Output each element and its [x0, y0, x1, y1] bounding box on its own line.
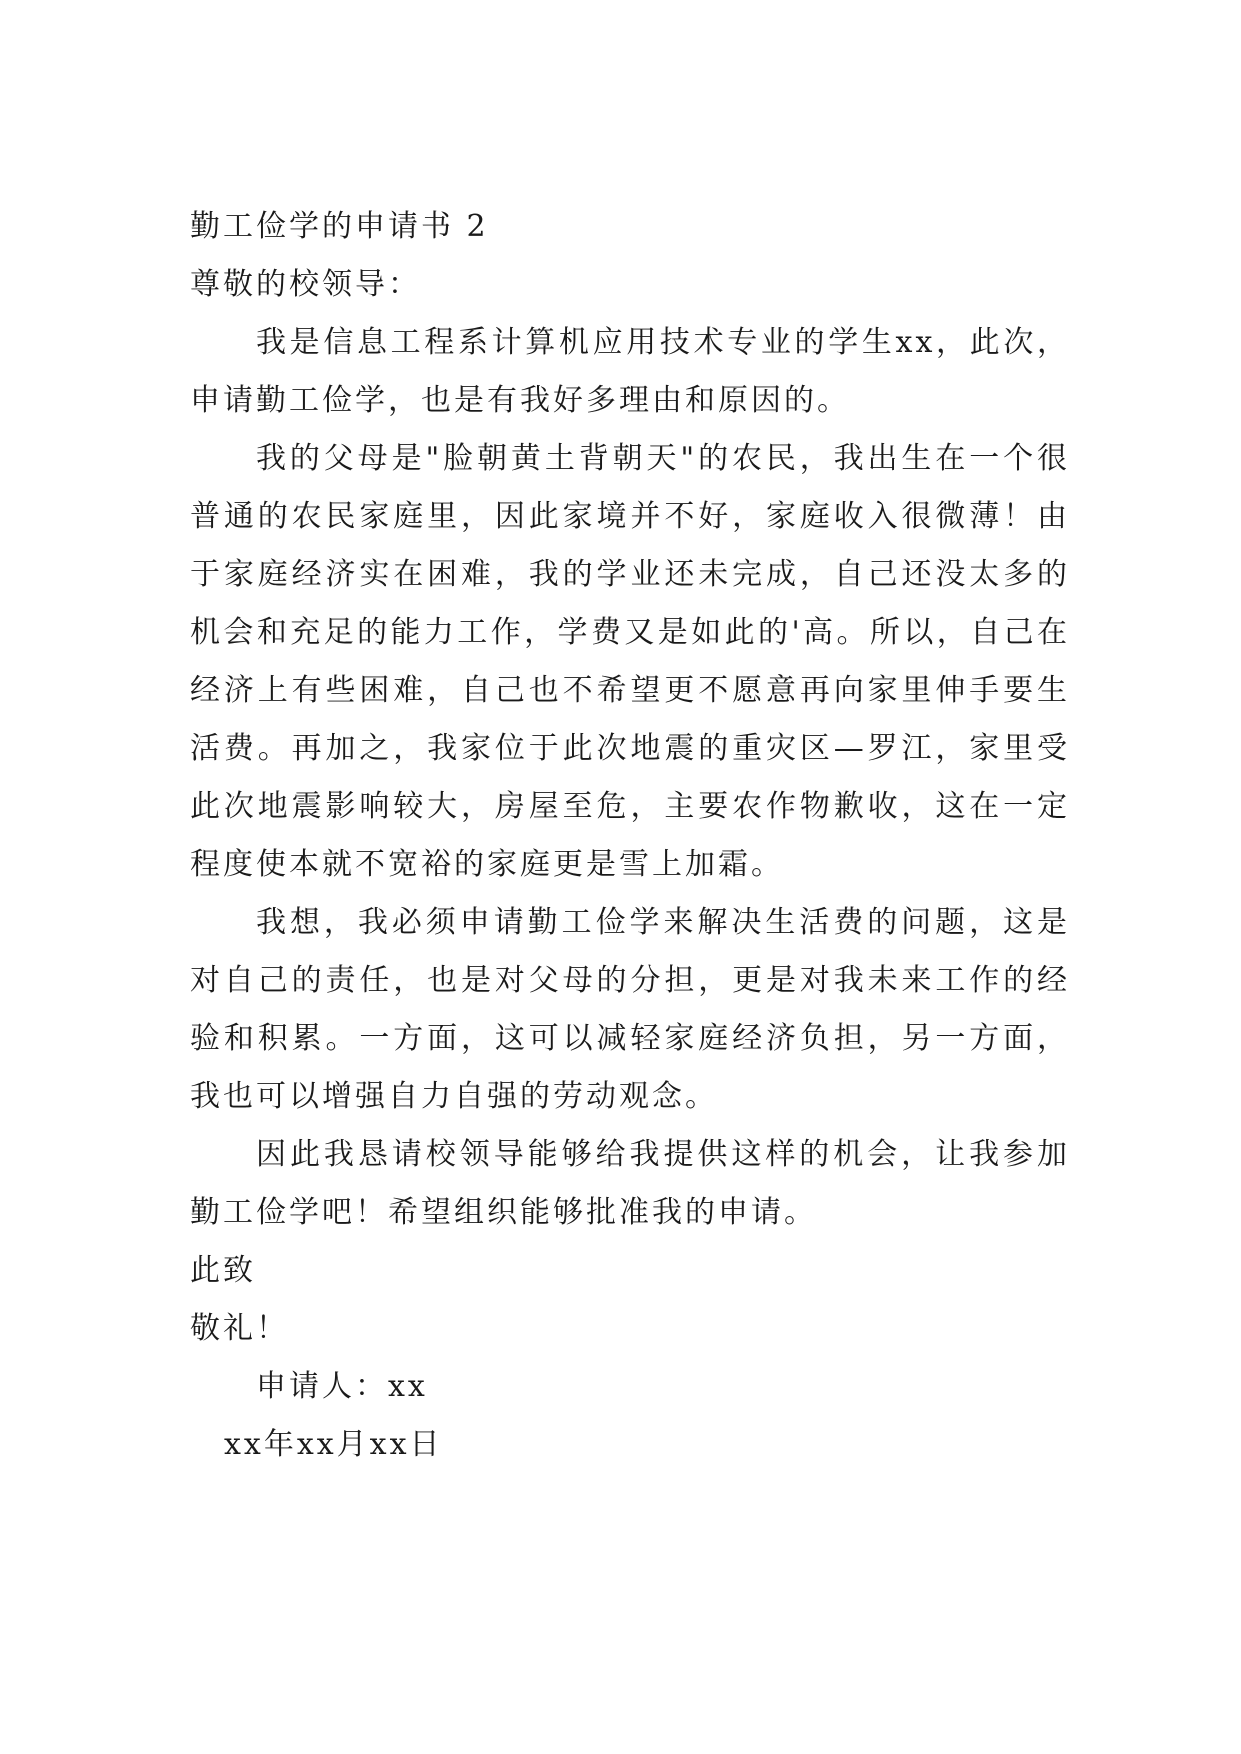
letter-body [190, 198, 1070, 1474]
paragraph-intro: 我是信息工程系计算机应用技术专业的学生xx，此次，申请勤工俭学，也是有我好多理由和原因的。 [190, 325, 1070, 418]
paragraph-reasons: 我想，我必须申请勤工俭学来解决生活费的问题，这是对自己的责任，也是对父母的分担，更是对我未来工作的经验和积累。一方面，这可以减轻家庭经济负担，另一方面，我也可以增强自力自强的劳动观念。 [190, 905, 1070, 1114]
date-line: xx年xx月xx日 [224, 1427, 443, 1462]
closing-line-2: 敬礼！ [190, 1311, 289, 1346]
paragraph-request: 因此我恳请校领导能够给我提供这样的机会，让我参加勤工俭学吧！希望组织能够批准我的申请。 [190, 1137, 1070, 1230]
applicant-signature: 申请人：xx [256, 1369, 428, 1404]
document-title: 勤工俭学的申请书 2 [190, 209, 489, 244]
salutation: 尊敬的校领导： [190, 267, 421, 302]
closing-line-1: 此致 [190, 1253, 256, 1288]
paragraph-family-background: 我的父母是"脸朝黄土背朝天"的农民，我出生在一个很普通的农民家庭里，因此家境并不好，家庭收入很微薄！由于家庭经济实在困难，我的学业还未完成，自己还没太多的机会和充足的能力工作，学费又是如此的'高。所以，自己在经济上有些困难，自己也不希望更不愿意再向家里伸手要生活费。再加之，我家位于此次地震的重灾区—罗江，家里受此次地震影响较大，房屋至危，主要农作物歉收，这在一定程度使本就不宽裕的家庭更是雪上加霜。 [190, 441, 1070, 882]
